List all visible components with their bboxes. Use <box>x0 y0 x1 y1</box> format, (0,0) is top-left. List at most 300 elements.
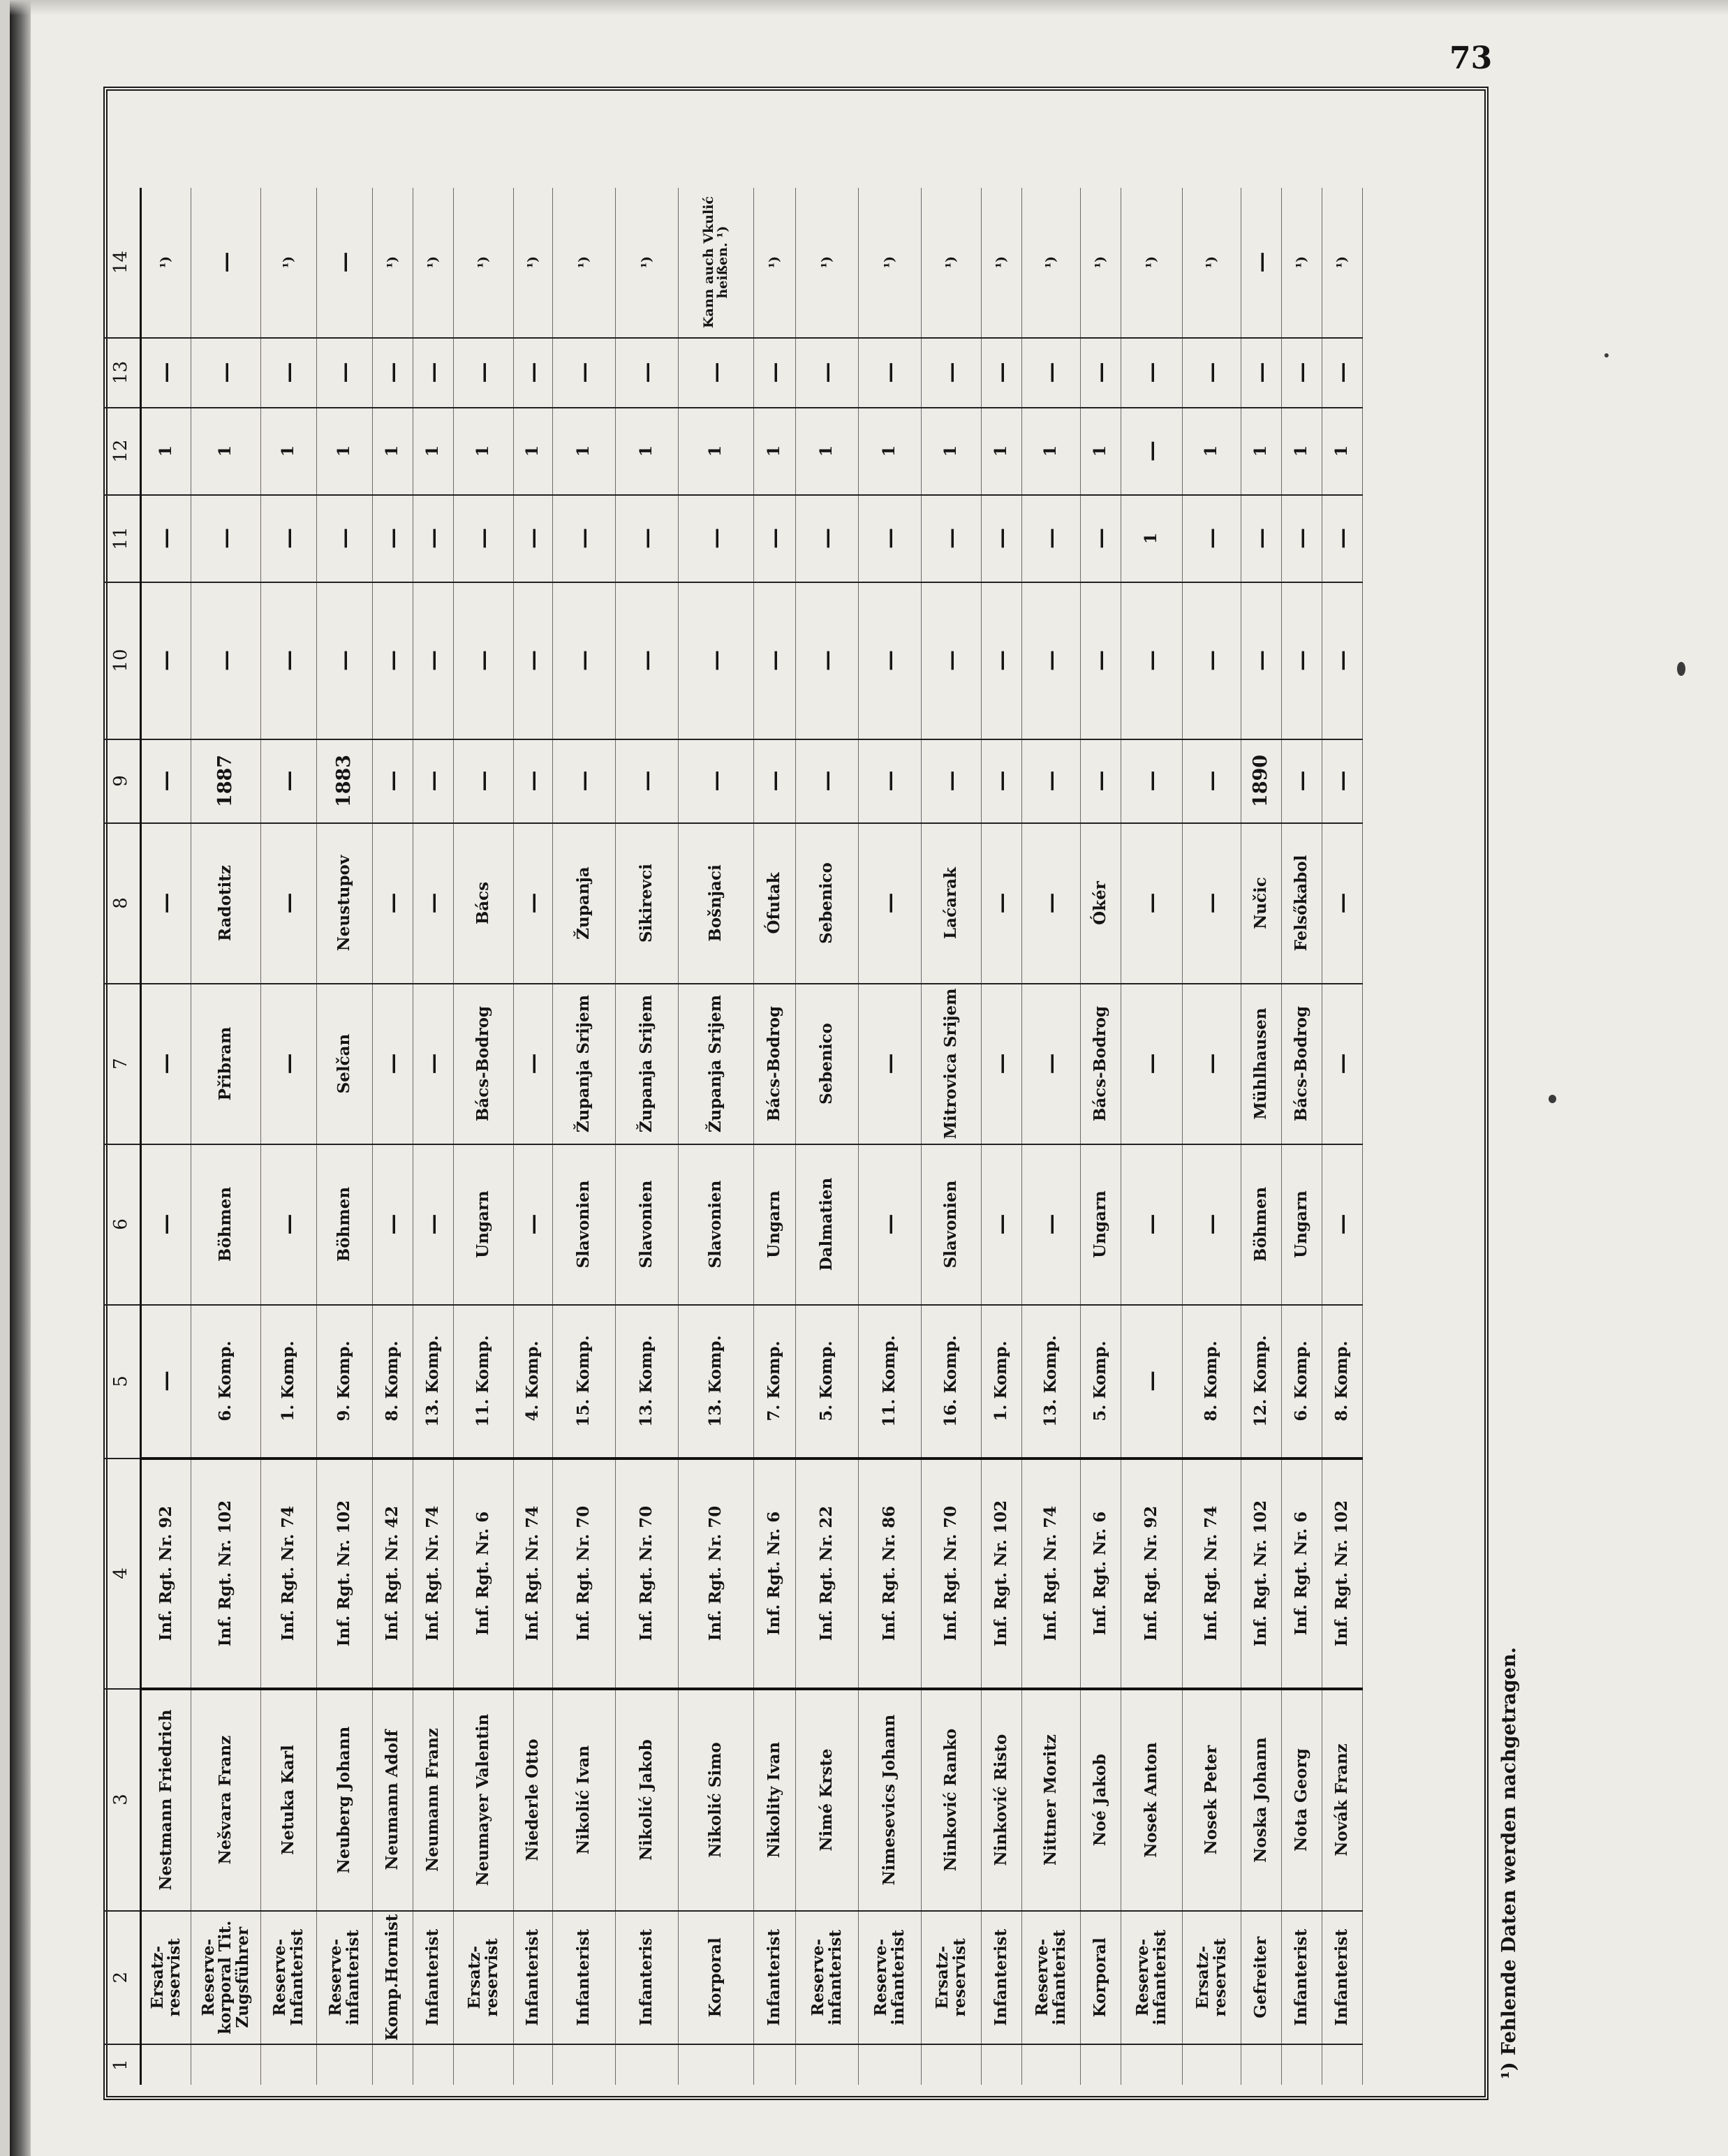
cell-remark: — <box>191 188 261 338</box>
cell-place: — <box>1121 823 1183 984</box>
cell-remark: ¹) <box>1121 188 1183 338</box>
cell-index <box>373 2044 413 2085</box>
cell-year: — <box>1183 739 1241 823</box>
page-number: 73 <box>1449 40 1493 76</box>
cell-place: — <box>141 823 191 984</box>
cell-remark: ¹) <box>454 188 514 338</box>
cell-name: Nosek Peter <box>1183 1689 1241 1911</box>
cell-col13: — <box>1241 338 1282 408</box>
cell-rank: Infanterist <box>514 1911 553 2044</box>
cell-col11: — <box>191 495 261 582</box>
cell-company: — <box>141 1305 191 1459</box>
cell-col13: — <box>1081 338 1121 408</box>
cell-place: — <box>1183 823 1241 984</box>
cell-regiment: Inf. Rgt. Nr. 74 <box>1183 1459 1241 1689</box>
cell-year: — <box>982 739 1022 823</box>
cell-col12: 1 <box>514 408 553 495</box>
footnote: ¹) Fehlende Daten werden nachgetragen. <box>1498 1647 1520 2079</box>
cell-country: — <box>141 1144 191 1305</box>
cell-rank: Reserve-infanterist <box>1022 1911 1081 2044</box>
cell-col10: — <box>1282 582 1322 739</box>
cell-place: — <box>1322 823 1363 984</box>
cell-col13: — <box>261 338 317 408</box>
column-number: 14 <box>103 188 141 338</box>
cell-year: — <box>922 739 982 823</box>
cell-regiment: Inf. Rgt. Nr. 22 <box>796 1459 859 1689</box>
cell-col12: 1 <box>413 408 454 495</box>
cell-district: Sebenico <box>796 984 859 1144</box>
cell-col10: — <box>141 582 191 739</box>
cell-company: 7. Komp. <box>754 1305 796 1459</box>
cell-country: Ungarn <box>454 1144 514 1305</box>
rotated-table-block <box>103 87 1520 2100</box>
table-row <box>922 188 982 2085</box>
cell-year: — <box>261 739 317 823</box>
cell-country: Ungarn <box>1282 1144 1322 1305</box>
table-row <box>317 188 373 2085</box>
cell-district: — <box>141 984 191 1144</box>
cell-regiment: Inf. Rgt. Nr. 70 <box>679 1459 754 1689</box>
cell-regiment: Inf. Rgt. Nr. 74 <box>413 1459 454 1689</box>
cell-name: Niederle Otto <box>514 1689 553 1911</box>
cell-rank: Infanterist <box>982 1911 1022 2044</box>
cell-district: — <box>982 984 1022 1144</box>
table-row <box>141 188 191 2085</box>
cell-index <box>1282 2044 1322 2085</box>
cell-rank: Infanterist <box>1282 1911 1322 2044</box>
cell-year: — <box>373 739 413 823</box>
cell-col12: 1 <box>261 408 317 495</box>
cell-remark: ¹) <box>754 188 796 338</box>
cell-company: 12. Komp. <box>1241 1305 1282 1459</box>
cell-regiment: Inf. Rgt. Nr. 70 <box>553 1459 616 1689</box>
cell-company: 6. Komp. <box>1282 1305 1322 1459</box>
cell-col11: — <box>679 495 754 582</box>
cell-col11: — <box>413 495 454 582</box>
cell-company: 9. Komp. <box>317 1305 373 1459</box>
cell-remark: ¹) <box>982 188 1022 338</box>
cell-rank: Korporal <box>1081 1911 1121 2044</box>
cell-regiment: Inf. Rgt. Nr. 74 <box>261 1459 317 1689</box>
cell-col13: — <box>982 338 1022 408</box>
cell-country: — <box>1022 1144 1081 1305</box>
cell-col13: — <box>754 338 796 408</box>
cell-company: 11. Komp. <box>454 1305 514 1459</box>
cell-place: — <box>982 823 1022 984</box>
cell-name: Nosek Anton <box>1121 1689 1183 1911</box>
cell-country: — <box>859 1144 922 1305</box>
ink-speck <box>1549 1095 1556 1103</box>
cell-regiment: Inf. Rgt. Nr. 102 <box>982 1459 1022 1689</box>
cell-year: — <box>1022 739 1081 823</box>
ink-speck <box>1604 353 1609 357</box>
cell-index <box>413 2044 454 2085</box>
cell-district: Bács-Bodrog <box>754 984 796 1144</box>
cell-col12: 1 <box>982 408 1022 495</box>
cell-col12: 1 <box>141 408 191 495</box>
column-number: 7 <box>103 984 141 1144</box>
cell-index <box>1121 2044 1183 2085</box>
cell-rank: Reserve-infanterist <box>859 1911 922 2044</box>
table-row <box>553 188 616 2085</box>
cell-country: — <box>373 1144 413 1305</box>
cell-regiment: Inf. Rgt. Nr. 102 <box>317 1459 373 1689</box>
cell-col12: 1 <box>796 408 859 495</box>
casualty-list-table <box>103 188 1363 2085</box>
cell-name: Netuka Karl <box>261 1689 317 1911</box>
cell-remark: ¹) <box>373 188 413 338</box>
cell-index <box>796 2044 859 2085</box>
cell-index <box>754 2044 796 2085</box>
table-row <box>1183 188 1241 2085</box>
cell-col13: — <box>859 338 922 408</box>
cell-district: — <box>413 984 454 1144</box>
cell-country: — <box>413 1144 454 1305</box>
cell-col13: — <box>1183 338 1241 408</box>
table-row <box>1121 188 1183 2085</box>
cell-name: Nikolić Simo <box>679 1689 754 1911</box>
cell-col13: — <box>1322 338 1363 408</box>
cell-company: — <box>1121 1305 1183 1459</box>
cell-index <box>261 2044 317 2085</box>
cell-col11: — <box>1183 495 1241 582</box>
cell-rank: Reserve-infanterist <box>1121 1911 1183 2044</box>
cell-col10: — <box>514 582 553 739</box>
column-number: 8 <box>103 823 141 984</box>
cell-district: Županja Srijem <box>679 984 754 1144</box>
cell-index <box>859 2044 922 2085</box>
cell-col12: 1 <box>616 408 679 495</box>
cell-remark: — <box>1241 188 1282 338</box>
cell-remark: ¹) <box>1081 188 1121 338</box>
cell-col10: — <box>1183 582 1241 739</box>
cell-year: — <box>1081 739 1121 823</box>
table-row <box>1081 188 1121 2085</box>
cell-name: Nota Georg <box>1282 1689 1322 1911</box>
cell-remark: ¹) <box>616 188 679 338</box>
cell-company: 13. Komp. <box>616 1305 679 1459</box>
cell-place: Ókér <box>1081 823 1121 984</box>
cell-col11: — <box>373 495 413 582</box>
cell-regiment: Inf. Rgt. Nr. 74 <box>1022 1459 1081 1689</box>
cell-index <box>1241 2044 1282 2085</box>
table-row <box>859 188 922 2085</box>
cell-district: Mitrovica Srijem <box>922 984 982 1144</box>
cell-rank: Reserve-infanterist <box>796 1911 859 2044</box>
cell-country: — <box>1322 1144 1363 1305</box>
cell-col12: 1 <box>1241 408 1282 495</box>
cell-rank: Ersatz-reservist <box>454 1911 514 2044</box>
cell-year: — <box>141 739 191 823</box>
cell-regiment: Inf. Rgt. Nr. 92 <box>1121 1459 1183 1689</box>
cell-name: Ninković Risto <box>982 1689 1022 1911</box>
cell-col11: — <box>1022 495 1081 582</box>
cell-col10: — <box>1081 582 1121 739</box>
cell-regiment: Inf. Rgt. Nr. 70 <box>922 1459 982 1689</box>
cell-index <box>454 2044 514 2085</box>
cell-col11: — <box>982 495 1022 582</box>
table-row <box>454 188 514 2085</box>
cell-index <box>982 2044 1022 2085</box>
cell-col12: 1 <box>553 408 616 495</box>
cell-col11: — <box>754 495 796 582</box>
table-row <box>796 188 859 2085</box>
cell-district: — <box>1183 984 1241 1144</box>
cell-district: Selčan <box>317 984 373 1144</box>
table-row <box>982 188 1022 2085</box>
cell-country: Slavonien <box>616 1144 679 1305</box>
cell-country: Ungarn <box>1081 1144 1121 1305</box>
cell-country: Böhmen <box>317 1144 373 1305</box>
cell-name: Nimé Krste <box>796 1689 859 1911</box>
cell-index <box>922 2044 982 2085</box>
table-row <box>1322 188 1363 2085</box>
cell-col10: — <box>261 582 317 739</box>
cell-col12: 1 <box>191 408 261 495</box>
cell-remark: ¹) <box>1183 188 1241 338</box>
cell-col12: 1 <box>1282 408 1322 495</box>
cell-col11: — <box>553 495 616 582</box>
cell-col11: — <box>616 495 679 582</box>
cell-company: 8. Komp. <box>1183 1305 1241 1459</box>
cell-rank: Infanterist <box>1322 1911 1363 2044</box>
column-number: 3 <box>103 1689 141 1911</box>
cell-district: — <box>261 984 317 1144</box>
cell-rank: Infanterist <box>413 1911 454 2044</box>
cell-place: Sebenico <box>796 823 859 984</box>
cell-year: — <box>1282 739 1322 823</box>
cell-country: Slavonien <box>922 1144 982 1305</box>
cell-place: Felsőkabol <box>1282 823 1322 984</box>
cell-country: — <box>982 1144 1022 1305</box>
cell-country: — <box>1183 1144 1241 1305</box>
cell-place: Županja <box>553 823 616 984</box>
column-number: 2 <box>103 1911 141 2044</box>
cell-place: — <box>261 823 317 984</box>
cell-rank: Ersatz-reservist <box>922 1911 982 2044</box>
cell-place: Radotitz <box>191 823 261 984</box>
cell-district: Županja Srijem <box>616 984 679 1144</box>
cell-year: 1890 <box>1241 739 1282 823</box>
cell-col11: — <box>1081 495 1121 582</box>
cell-country: — <box>514 1144 553 1305</box>
cell-district: — <box>1322 984 1363 1144</box>
cell-remark: ¹) <box>261 188 317 338</box>
cell-year: — <box>679 739 754 823</box>
cell-district: Bács-Bodrog <box>454 984 514 1144</box>
cell-place: Nučic <box>1241 823 1282 984</box>
cell-place: — <box>373 823 413 984</box>
cell-col11: — <box>1282 495 1322 582</box>
cell-col10: — <box>1022 582 1081 739</box>
cell-remark: ¹) <box>514 188 553 338</box>
cell-col13: — <box>1121 338 1183 408</box>
cell-place: Ófutak <box>754 823 796 984</box>
cell-col13: — <box>1022 338 1081 408</box>
cell-col12: 1 <box>454 408 514 495</box>
cell-rank: Reserve-infanterist <box>317 1911 373 2044</box>
table-row <box>191 188 261 2085</box>
cell-remark: ¹) <box>1282 188 1322 338</box>
cell-col10: — <box>616 582 679 739</box>
cell-place: — <box>859 823 922 984</box>
cell-company: 13. Komp. <box>413 1305 454 1459</box>
cell-col12: 1 <box>754 408 796 495</box>
cell-name: Ninković Ranko <box>922 1689 982 1911</box>
cell-index <box>317 2044 373 2085</box>
cell-rank: Komp.Hornist <box>373 1911 413 2044</box>
cell-place: — <box>413 823 454 984</box>
cell-col12: — <box>1121 408 1183 495</box>
cell-name: Nittner Moritz <box>1022 1689 1081 1911</box>
cell-country: Slavonien <box>679 1144 754 1305</box>
cell-col11: 1 <box>1121 495 1183 582</box>
cell-remark: ¹) <box>1322 188 1363 338</box>
cell-company: 13. Komp. <box>679 1305 754 1459</box>
table-row <box>616 188 679 2085</box>
cell-remark: ¹) <box>413 188 454 338</box>
cell-district: Přibram <box>191 984 261 1144</box>
cell-regiment: Inf. Rgt. Nr. 102 <box>1322 1459 1363 1689</box>
cell-rank: Reserve-korporal Tit. Zugsführer <box>191 1911 261 2044</box>
cell-company: 4. Komp. <box>514 1305 553 1459</box>
cell-index <box>616 2044 679 2085</box>
cell-remark: ¹) <box>859 188 922 338</box>
cell-regiment: Inf. Rgt. Nr. 6 <box>754 1459 796 1689</box>
table-row <box>1022 188 1081 2085</box>
cell-col10: — <box>373 582 413 739</box>
table-row <box>373 188 413 2085</box>
cell-index <box>553 2044 616 2085</box>
cell-col10: — <box>454 582 514 739</box>
cell-year: 1887 <box>191 739 261 823</box>
cell-col13: — <box>317 338 373 408</box>
cell-year: 1883 <box>317 739 373 823</box>
cell-index <box>679 2044 754 2085</box>
cell-rank: Ersatz-reservist <box>141 1911 191 2044</box>
cell-remark: ¹) <box>553 188 616 338</box>
cell-district: — <box>514 984 553 1144</box>
cell-col11: — <box>796 495 859 582</box>
cell-col10: — <box>922 582 982 739</box>
table-row <box>1241 188 1282 2085</box>
cell-rank: Ersatz-reservist <box>1183 1911 1241 2044</box>
cell-regiment: Inf. Rgt. Nr. 102 <box>191 1459 261 1689</box>
cell-name: Noska Johann <box>1241 1689 1282 1911</box>
cell-place: Bošnjaci <box>679 823 754 984</box>
cell-col12: 1 <box>1081 408 1121 495</box>
cell-regiment: Inf. Rgt. Nr. 6 <box>1081 1459 1121 1689</box>
cell-name: Nikolić Ivan <box>553 1689 616 1911</box>
cell-col13: — <box>679 338 754 408</box>
cell-district: — <box>1121 984 1183 1144</box>
table-row <box>679 188 754 2085</box>
cell-regiment: Inf. Rgt. Nr. 6 <box>454 1459 514 1689</box>
cell-col13: — <box>373 338 413 408</box>
cell-regiment: Inf. Rgt. Nr. 92 <box>141 1459 191 1689</box>
cell-col12: 1 <box>1322 408 1363 495</box>
cell-col10: — <box>796 582 859 739</box>
cell-rank: Korporal <box>679 1911 754 2044</box>
cell-col12: 1 <box>373 408 413 495</box>
cell-district: — <box>859 984 922 1144</box>
cell-name: Neumann Adolf <box>373 1689 413 1911</box>
ink-speck <box>1677 662 1685 676</box>
column-number: 5 <box>103 1305 141 1459</box>
cell-remark: ¹) <box>141 188 191 338</box>
cell-company: 5. Komp. <box>1081 1305 1121 1459</box>
cell-col12: 1 <box>317 408 373 495</box>
cell-year: — <box>553 739 616 823</box>
cell-country: — <box>1121 1144 1183 1305</box>
table-row <box>413 188 454 2085</box>
table-row <box>1282 188 1322 2085</box>
column-number-row <box>103 188 141 2085</box>
cell-rank: Reserve-Infanterist <box>261 1911 317 2044</box>
cell-col10: — <box>191 582 261 739</box>
cell-col13: — <box>796 338 859 408</box>
cell-col12: 1 <box>1183 408 1241 495</box>
cell-index <box>1322 2044 1363 2085</box>
cell-col11: — <box>261 495 317 582</box>
cell-index <box>1081 2044 1121 2085</box>
cell-col10: — <box>1241 582 1282 739</box>
cell-col13: — <box>413 338 454 408</box>
cell-col10: — <box>859 582 922 739</box>
cell-year: — <box>454 739 514 823</box>
page-edge-shadow <box>10 0 31 2156</box>
cell-name: Noé Jakob <box>1081 1689 1121 1911</box>
cell-year: — <box>796 739 859 823</box>
cell-name: Nestmann Friedrich <box>141 1689 191 1911</box>
column-number: 9 <box>103 739 141 823</box>
cell-country: Böhmen <box>1241 1144 1282 1305</box>
cell-company: 5. Komp. <box>796 1305 859 1459</box>
cell-place: Sikirevci <box>616 823 679 984</box>
cell-index <box>141 2044 191 2085</box>
cell-col12: 1 <box>1022 408 1081 495</box>
cell-col10: — <box>754 582 796 739</box>
cell-col12: 1 <box>859 408 922 495</box>
cell-place: — <box>514 823 553 984</box>
cell-index <box>1022 2044 1081 2085</box>
cell-regiment: Inf. Rgt. Nr. 70 <box>616 1459 679 1689</box>
cell-company: 16. Komp. <box>922 1305 982 1459</box>
cell-name: Novák Franz <box>1322 1689 1363 1911</box>
cell-rank: Infanterist <box>754 1911 796 2044</box>
cell-company: 1. Komp. <box>982 1305 1022 1459</box>
cell-rank: Infanterist <box>616 1911 679 2044</box>
cell-year: — <box>754 739 796 823</box>
cell-district: Mühlhausen <box>1241 984 1282 1144</box>
cell-name: Nikolić Jakob <box>616 1689 679 1911</box>
column-number: 4 <box>103 1459 141 1689</box>
cell-col13: — <box>514 338 553 408</box>
cell-country: Dalmatien <box>796 1144 859 1305</box>
table-row <box>754 188 796 2085</box>
cell-name: Neumayer Valentin <box>454 1689 514 1911</box>
cell-regiment: Inf. Rgt. Nr. 86 <box>859 1459 922 1689</box>
cell-col10: — <box>553 582 616 739</box>
cell-year: — <box>1322 739 1363 823</box>
cell-company: 8. Komp. <box>1322 1305 1363 1459</box>
cell-name: Neuberg Johann <box>317 1689 373 1911</box>
cell-district: — <box>1022 984 1081 1144</box>
column-number: 12 <box>103 408 141 495</box>
cell-year: — <box>616 739 679 823</box>
cell-col11: — <box>859 495 922 582</box>
page-top-shadow <box>10 0 1728 15</box>
